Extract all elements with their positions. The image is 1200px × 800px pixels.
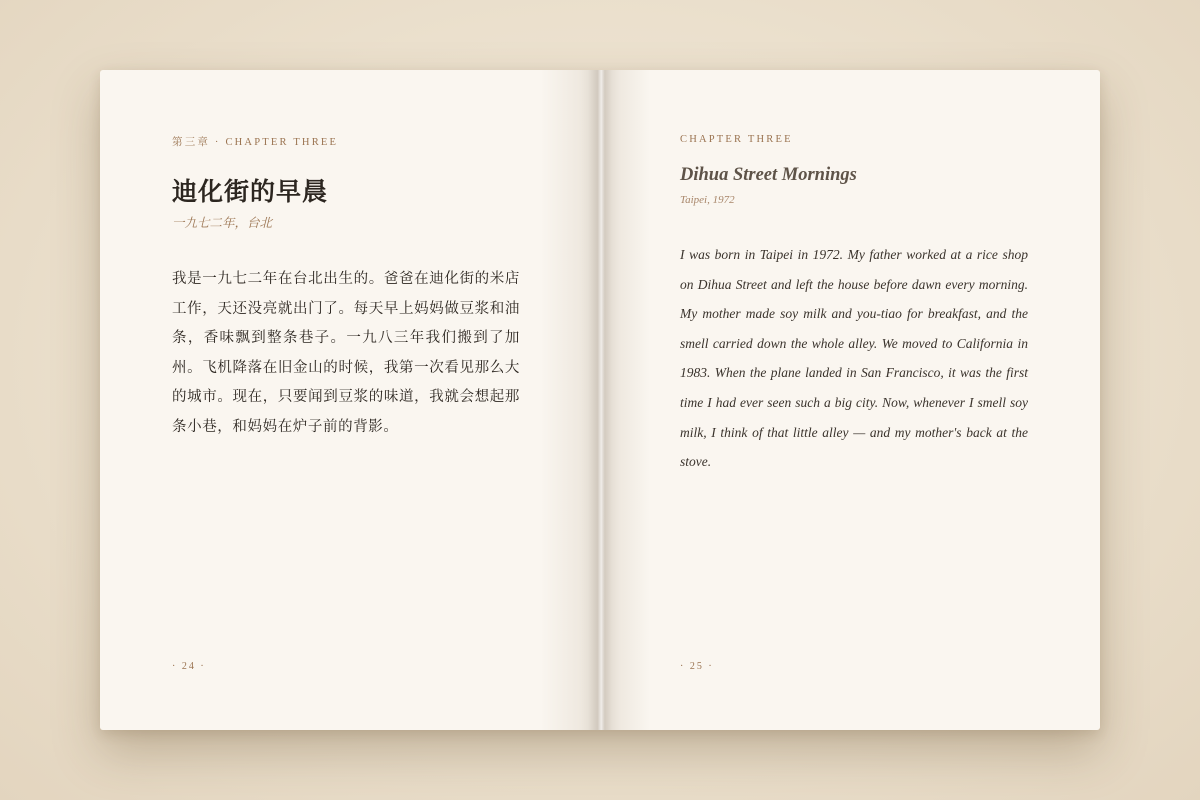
chapter-body-chinese: 我是一九七二年在台北出生的。爸爸在迪化街的米店工作，天还没亮就出门了。每天早上妈妈做豆浆和油条，香味飘到整条巷子。一九八三年我们搬到了加州。飞机降落在旧金山的时候，我第一次看见那么大的城市。现在，只要闻到豆浆的味道，我就会想起那条小巷，和妈妈在炉子前的背影。 — [172, 271, 520, 435]
left-page-content — [172, 134, 522, 442]
chapter-title-chinese: 迪化街的早晨 — [172, 177, 329, 206]
left-page[interactable] — [100, 70, 600, 730]
right-page-content — [680, 134, 1030, 477]
chapter-body-english: I was born in Taipei in 1972. My father worked at a rice shop on Dihua Street and left the house before dawn every morning. My mother made soy milk and you-tiao for breakfast, and the smell carried down the whole alley. We moved to California in 1983. When the plane landed in San Francisco, it was the first time I had ever seen such a big city. Now, whenever I smell soy milk, I think of that little alley — and my mother's back at the stove. — [680, 247, 1028, 470]
chapter-label-chinese: 第三章 · CHAPTER THREE — [172, 137, 339, 148]
page-number-right: · 25 · — [680, 661, 714, 672]
chapter-title-english: Dihua Street Mornings — [680, 165, 857, 185]
chapter-subtitle-english: Taipei, 1972 — [680, 194, 735, 206]
chapter-subtitle-chinese: 一九七二年，台北 — [172, 215, 273, 230]
open-book — [100, 70, 1100, 730]
page-number-left: · 24 · — [172, 661, 206, 672]
right-page[interactable] — [600, 70, 1100, 730]
chapter-label-english: CHAPTER THREE — [680, 134, 793, 145]
